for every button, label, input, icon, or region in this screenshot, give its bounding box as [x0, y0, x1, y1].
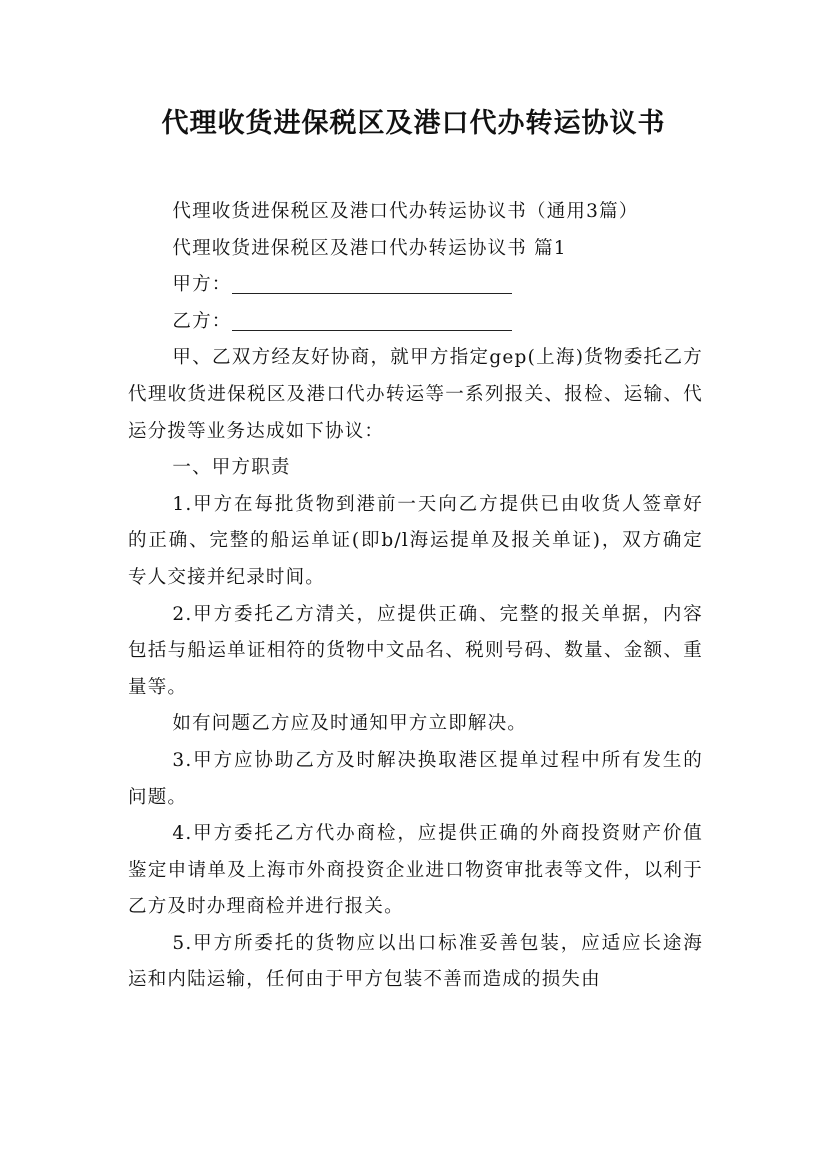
- clause-5: 5.甲方所委托的货物应以出口标准妥善包装，应适应长途海运和内陆运输，任何由于甲方包装不善而造成的损失由: [128, 932, 703, 991]
- party-a-label: 甲方：: [172, 274, 232, 296]
- clause-3: 3.甲方应协助乙方及时解决换取港区提单过程中所有发生的问题。: [128, 749, 703, 808]
- document-title: 代理收货进保税区及港口代办转运协议书: [161, 108, 666, 139]
- heading-party-a-duties: 一、甲方职责: [172, 457, 291, 479]
- party-b-line: [128, 304, 703, 341]
- document-body: [128, 194, 703, 999]
- clause-1: 1.甲方在每批货物到港前一天向乙方提供已由收货人签章好的正确、完整的船运单证(即b/l海运提单及报关单证)，双方确定专人交接并纪录时间。: [128, 493, 703, 588]
- document-subtitle: 代理收货进保税区及港口代办转运协议书（通用3篇）: [172, 201, 639, 222]
- party-b-label: 乙方：: [172, 310, 232, 332]
- clause-2: 2.甲方委托乙方清关，应提供正确、完整的报关单据，内容包括与船运单证相符的货物中文品名、税则号码、数量、金额、重量等。: [128, 603, 703, 698]
- clause-4: 4.甲方委托乙方代办商检，应提供正确的外商投资财产价值鉴定申请单及上海市外商投资企业进口物资审批表等文件，以利于乙方及时办理商检并进行报关。: [128, 823, 703, 918]
- paragraph-intro: 甲、乙双方经友好协商，就甲方指定gep(上海)货物委托乙方代理收货进保税区及港口代办转运等一系列报关、报检、运输、代运分拨等业务达成如下协议：: [128, 347, 703, 442]
- clause-2-note: 如有问题乙方应及时通知甲方立即解决。: [172, 713, 527, 735]
- party-a-line: [128, 267, 703, 304]
- party-a-blank: [232, 271, 512, 294]
- party-b-blank: [232, 308, 512, 331]
- section-heading: 代理收货进保税区及港口代办转运协议书 篇1: [172, 237, 567, 259]
